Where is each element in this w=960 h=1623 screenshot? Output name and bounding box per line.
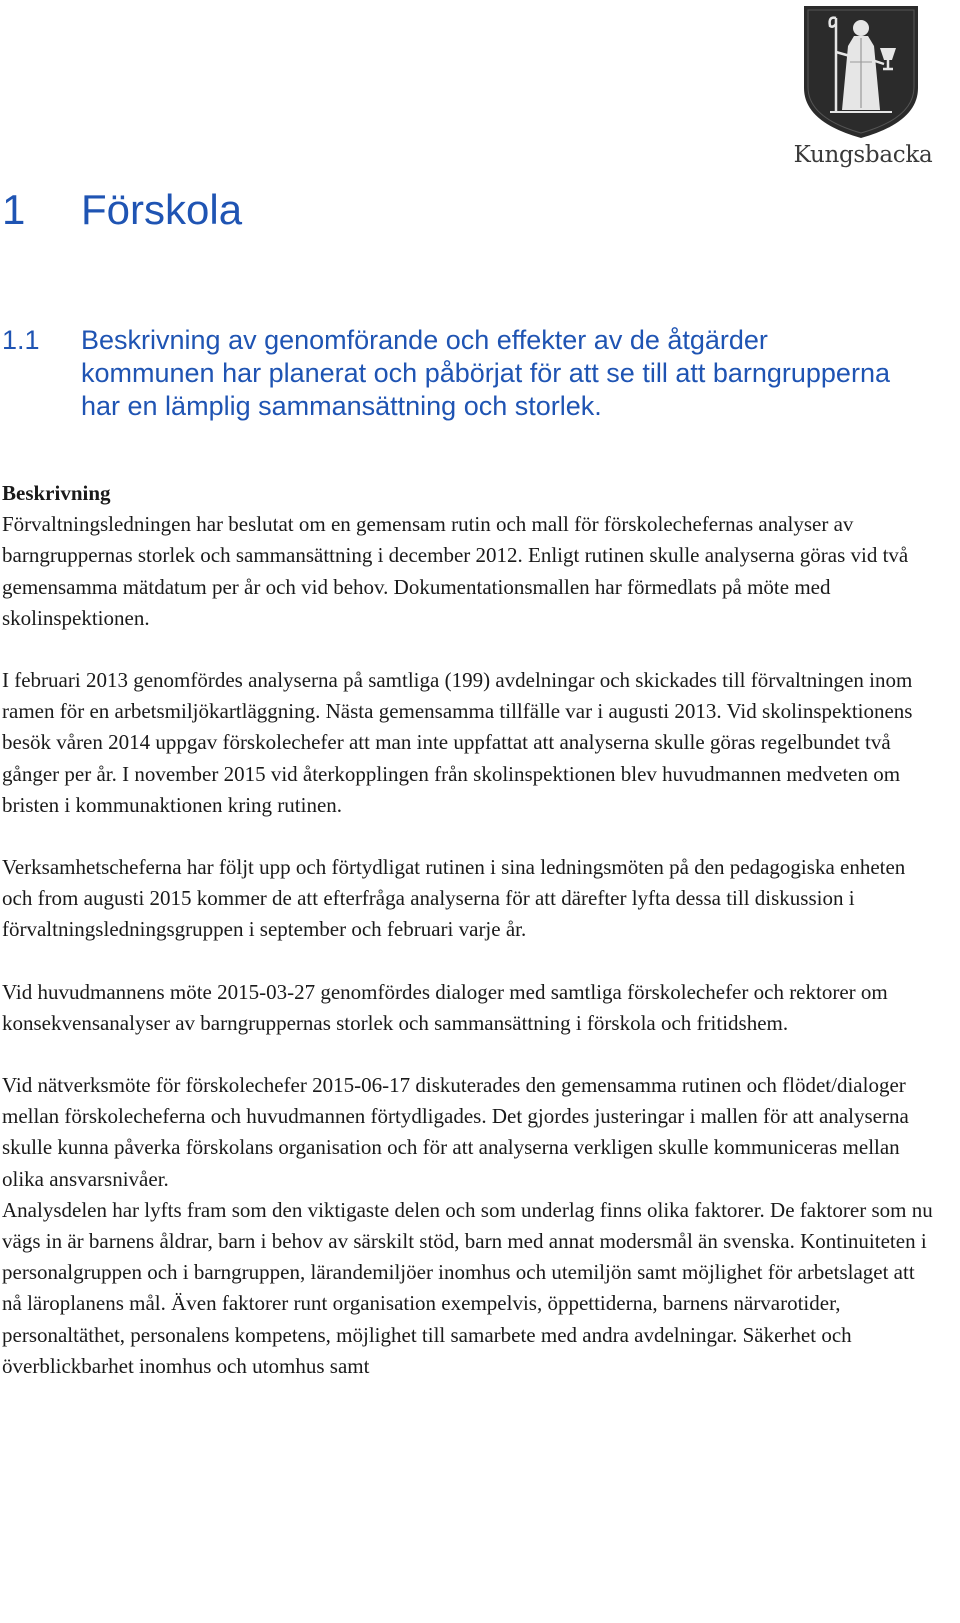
coat-of-arms-icon bbox=[800, 2, 922, 140]
kungsbacka-logo bbox=[788, 2, 938, 178]
subsection-number: 1.1 bbox=[2, 325, 40, 355]
body-subheading: Beskrivning bbox=[2, 481, 111, 505]
subsection-title: Beskrivning av genomförande och effekter av de åtgärder kommunen har planerat och påbörjat för att se till att barngrupperna har en lämplig sammansättning och storlek. bbox=[81, 325, 890, 421]
paragraph: Vid huvudmannens möte 2015-03-27 genomfördes dialoger med samtliga förskolechefer och rektorer om konsekvensanalyser av barngruppernas storlek och sammansättning i förskola och fritidshem. bbox=[2, 979, 888, 1035]
section-heading bbox=[2, 184, 242, 236]
paragraph bbox=[2, 478, 937, 634]
logo-wordmark: Kungsbacka bbox=[793, 142, 933, 168]
paragraph: Vid nätverksmöte för förskolechefer 2015-06-17 diskuterades den gemensamma rutinen och flödet/dialoger mellan förskolecheferna och huvudmannen förtydligades. Det gjordes justeringar i mallen för att analyserna skulle kunna påverka förskolans organisation och för att analyserna verkligen skulle kommuniceras mellan olika ansvarsnivåer. bbox=[2, 1073, 909, 1191]
document-body bbox=[2, 478, 937, 1382]
subsection-heading bbox=[2, 324, 902, 423]
section-number: 1 bbox=[2, 186, 26, 233]
paragraph: Verksamhetscheferna har följt upp och förtydligat rutinen i sina ledningsmöten på den pedagogiska enheten och from augusti 2015 kommer de att efterfråga analyserna för att därefter lyfta dessa till diskussion i förvaltningsledningsgruppen i september och februari varje år. bbox=[2, 855, 906, 942]
paragraph: I februari 2013 genomfördes analyserna på samtliga (199) avdelningar och skickades till förvaltningen inom ramen för en arbetsmiljökartläggning. Nästa gemensamma tillfälle var i augusti 2013. Vid skolinspektionens besök våren 2014 uppgav förskolechefer att man inte uppfattat att analyserna skulle göras regelbundet två gånger per år. I november 2015 vid återkopplingen från skolinspektionen blev huvudmannen medveten om bristen i kommunaktionen kring rutinen. bbox=[2, 668, 913, 817]
paragraph-text: Förvaltningsledningen har beslutat om en gemensam rutin och mall för förskolechefernas analyser av barngruppernas storlek och sammansättning i december 2012. Enligt rutinen skulle analyserna göras vid två gemensamma mätdatum per år och vid behov. Dokumentationsmallen har förmedlats på möte med skolinspektionen. bbox=[2, 512, 909, 630]
section-title: Förskola bbox=[81, 186, 243, 233]
paragraph: Analysdelen har lyfts fram som den viktigaste delen och som underlag finns olika faktorer. De faktorer som nu vägs in är barnens åldrar, barn i behov av särskilt stöd, barn med annat modersmål än svenska. Kontinuiteten i personalgruppen och i barngruppen, lärandemiljöer inomhus och utemiljön samt möjlighet för arbetslaget att nå läroplanens mål. Även faktorer runt organisation exempelvis, öppettiderna, barnens närvarotider, personaltäthet, personalens kompetens, möjlighet till samarbete med andra avdelningar. Säkerhet och överblickbarhet inomhus och utomhus samt bbox=[2, 1197, 933, 1378]
